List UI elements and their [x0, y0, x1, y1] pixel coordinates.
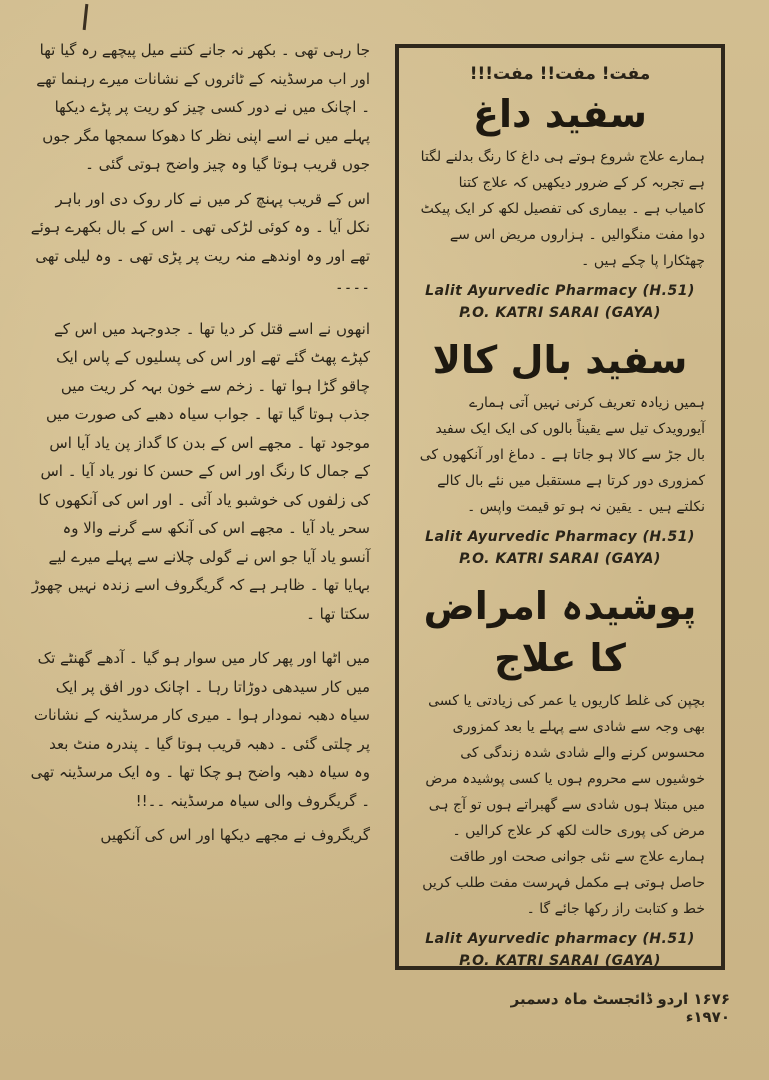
ad-heading-hidden-diseases: پوشیدہ امراض کا علاج [423, 584, 697, 680]
story-paragraph-3: انھوں نے اسے قتل کر دیا تھا ۔ جدوجہد میں اس کے کپڑے پھٹ گئے تھے اور اس کی پسلیوں کے پاس ایک چاقو گڑا ہوا تھا ۔ زخم سے خون بہہ کر ریت میں جذب ہوتا گیا تھا ۔ جواب سیاہ دھبے کی صورت میں موجود تھا ۔ مجھے اس کے بدن کا گداز پن یاد آیا اس کے جمال کا رنگ اور اس کے حسن کا نور یاد آیا ۔ اس کی زلفوں کی خوشبو یاد آئی ۔ اور اس کی آنکھوں کا سحر یاد آیا ۔ مجھے اس کی آنکھ سے گرنے والا وہ آنسو یاد آیا جو اس نے گولی چلانے سے پہلے میرے لیے بہایا تھا ۔ ظاہر ہے کہ گریگروف اسے زندہ نہیں چھوڑ سکتا تھا ۔ [31, 319, 370, 623]
story-paragraph-5: گریگروف نے مجھے دیکھا اور اس کی آنکھیں [100, 826, 370, 844]
ad-address-1: P.O. KATRI SARAI (GAYA) [459, 305, 661, 321]
story-paragraph-1: جا رہی تھی ۔ بکھر نہ جانے کتنے میل پیچھے رہ گیا تھا اور اب مرسڈینہ کے ٹائروں کے نشانات میرے رہنما تھے ۔ اچانک میں نے دور کسی چیز کو ریت پر پڑے دیکھا پہلے میں نے اسے اپنی نظر کا دھوکا سمجھا مگر جوں جوں قریب ہوتا گیا وہ چیز واضح ہوتی گئی ۔ [36, 41, 370, 173]
ad-company-2: Lalit Ayurvedic Pharmacy (H.51) [425, 529, 695, 545]
ad-heading-white-spots: سفید داغ [473, 92, 647, 136]
page-footer: ۱۶۷۶ اردو ڈائجسٹ ماہ دسمبر ۱۹۷۰ء [510, 990, 730, 1026]
ad-body-white-hair: ہمیں زیادہ تعریف کرنی نہیں آتی ہمارے آیورویدک تیل سے یقیناً بالوں کی ایک ایک سفید بال جڑ سے کالا ہو جاتا ہے ۔ دماغ اور آنکھوں کی کمزوری دور کرتا ہے مستقبل میں نئے بال کالے نکلتے ہیں ۔ یقین نہ ہو تو قیمت واپس ۔ [419, 395, 705, 515]
ad-company-3: Lalit Ayurvedic pharmacy (H.51) [425, 931, 695, 947]
story-paragraph-4: میں اٹھا اور پھر کار میں سوار ہو گیا ۔ آدھے گھنٹے تک میں کار سیدھی دوڑاتا رہا ۔ اچانک دور افق پر ایک سیاہ دھبہ نمودار ہوا ۔ میری کار مرسڈینہ کے نشانات پر چلتی گئی ۔ دھبہ قریب ہوتا گیا ۔ پندرہ منٹ بعد وہ سیاہ دھبہ واضح ہو چکا تھا ۔ وہ ایک مرسڈینہ تھی ۔ گریگروف والی سیاہ مرسڈینہ ۔۔!! [30, 649, 370, 810]
story-column [30, 36, 370, 976]
free-line: مفت! مفت!! مفت!!! [469, 64, 651, 84]
ad-address-2: P.O. KATRI SARAI (GAYA) [459, 551, 661, 567]
ad-body-hidden-diseases: بچپن کی غلط کاریوں یا عمر کی زیادتی یا کسی بھی وجہ سے شادی سے پہلے یا بعد کمزوری محسوس کرنے والے شادی شدہ زندگی کی خوشیوں سے محروم ہوں یا کسی پوشیدہ مرض میں مبتلا ہوں شادی سے گھبراتے ہوں تو آج ہی مرض کی پوری حالت لکھ کر علاج کرالیں ۔ ہمارے علاج سے نئی جوانی صحت اور طاقت حاصل ہوتی ہے مکمل فہرست مفت طلب کریں خط و کتابت راز رکھا جائے گا ۔ [422, 693, 705, 917]
story-paragraph-2: اس کے قریب پہنچ کر میں نے کار روک دی اور باہر نکل آیا ۔ وہ کوئی لڑکی تھی ۔ اس کے بال بکھرے ہوئے تھے اور وہ اوندھے منہ ریت پر پڑی تھی ۔ وہ لیلی تھی ۔۔۔۔ [30, 189, 370, 293]
ad-company-1: Lalit Ayurvedic Pharmacy (H.51) [425, 283, 695, 299]
ink-mark [83, 4, 89, 30]
ad-heading-white-hair: سفید بال کالا [432, 338, 688, 382]
advertisement-box [395, 44, 725, 970]
ad-address-3: P.O. KATRI SARAI (GAYA) [459, 953, 661, 969]
ad-body-white-spots: ہمارے علاج شروع ہوتے ہی داغ کا رنگ بدلنے لگتا ہے تجربہ کر کے ضرور دیکھیں کہ علاج کتنا کامیاب ہے ۔ بیماری کی تفصیل لکھ کر ایک پیکٹ دوا مفت منگوالیں ۔ ہزاروں مریض اس سے چھٹکارا پا چکے ہیں ۔ [420, 149, 705, 269]
